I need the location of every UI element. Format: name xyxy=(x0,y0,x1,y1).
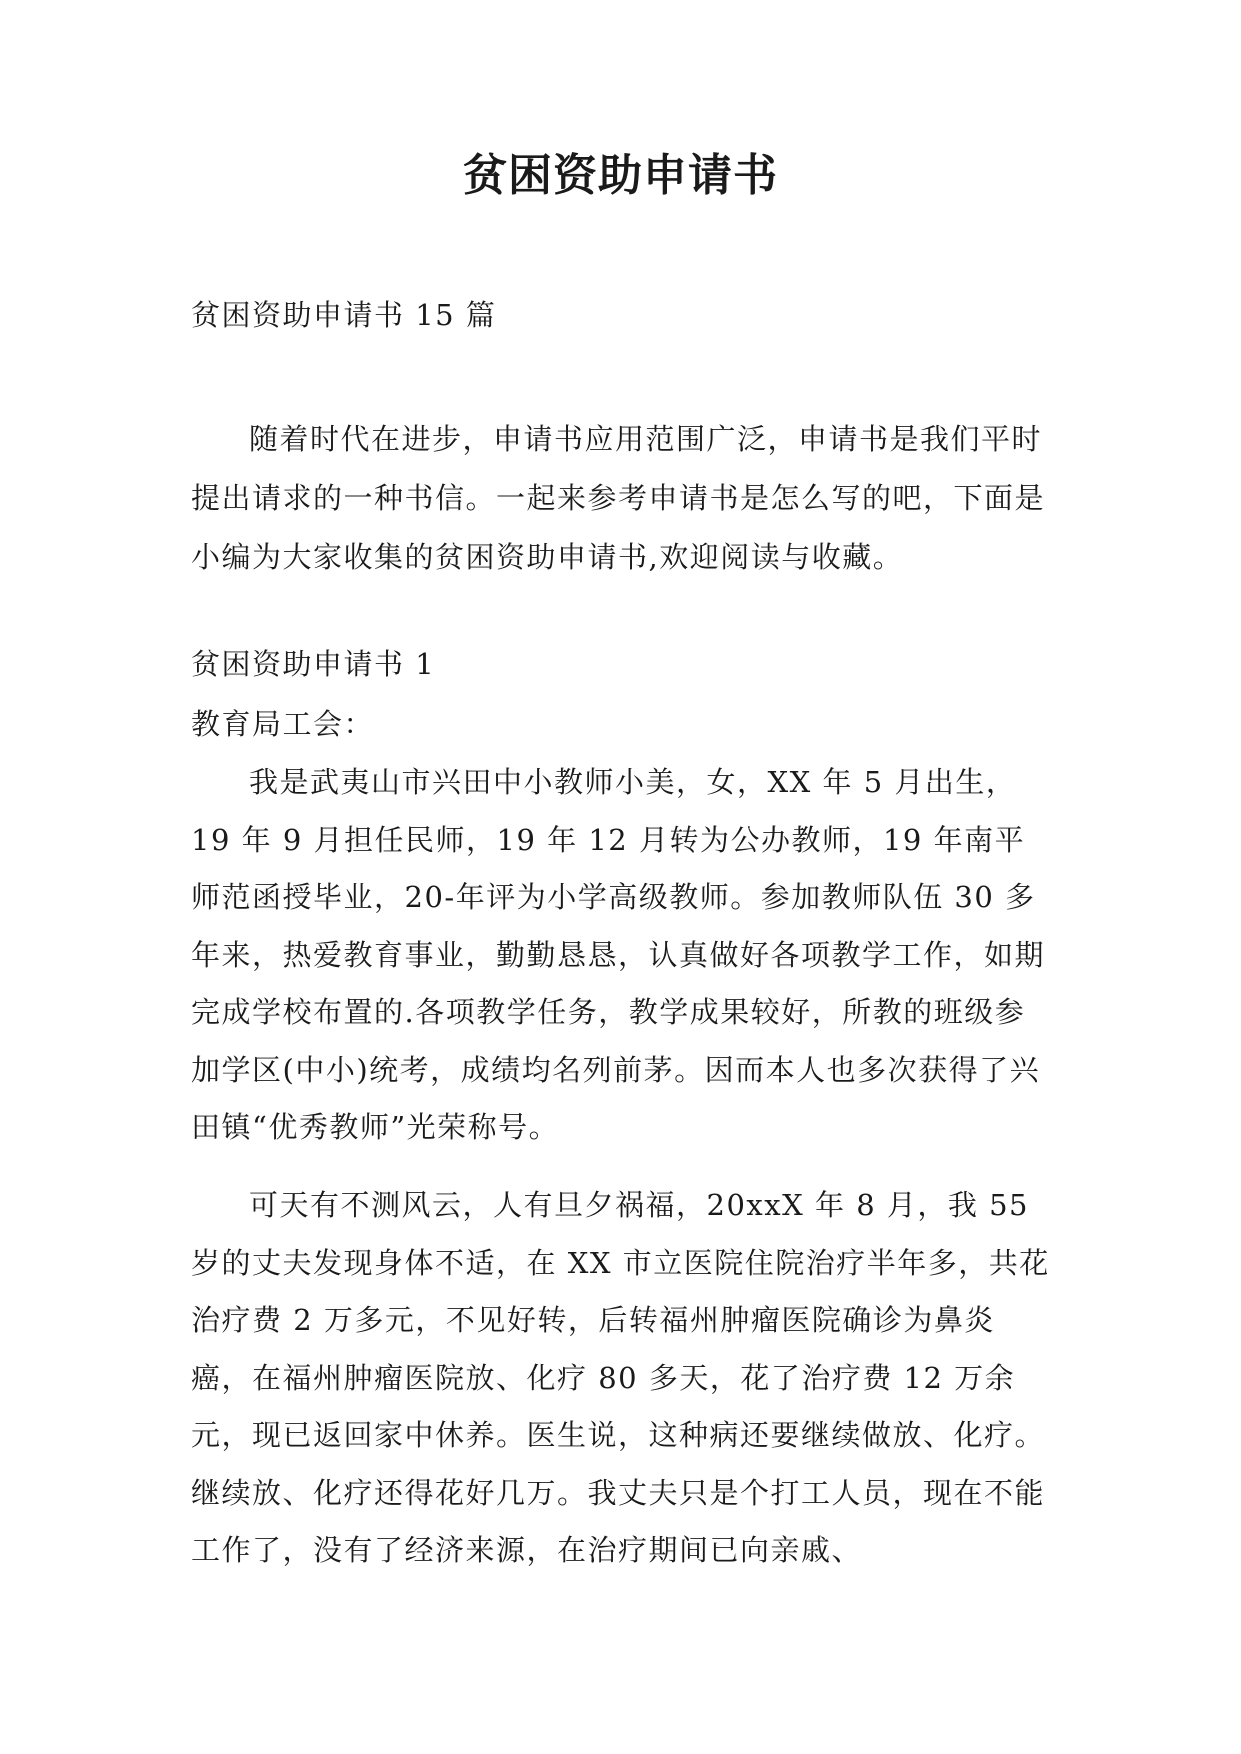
body-paragraph-2 xyxy=(191,1177,1051,1580)
section-title: 贫困资助申请书 1 xyxy=(191,647,436,681)
intro-text: 随着时代在进步，申请书应用范围广泛，申请书是我们平时提出请求的一种书信。一起来参考申请书是怎么写的吧，下面是小编为大家收集的贫困资助申请书,欢迎阅读与收藏。 xyxy=(191,422,1046,574)
page-title: 贫困资助申请书 xyxy=(463,150,778,201)
body-paragraph-text: 可天有不测风云，人有旦夕祸福，20xxX 年 8 月，我 55 岁的丈夫发现身体不适，在 XX 市立医院住院治疗半年多，共花治疗费 2 万多元，不见好转，后转福州肿瘤医院确诊为鼻炎癌，在福州肿瘤医院放、化疗 80 多天，花了治疗费 12 万余元，现已返回家中休养。医生说，这种病还要继续做放、化疗。继续放、化疗还得花好几万。我丈夫只是个打工人员，现在不能工作了，没有了经济来源，在治疗期间已向亲戚、 xyxy=(191,1188,1050,1567)
salutation: 教育局工会： xyxy=(191,707,375,741)
body-paragraph-text: 我是武夷山市兴田中小教师小美，女，XX 年 5 月出生，19 年 9 月担任民师，19 年 12 月转为公办教师，19 年南平师范函授毕业，20-年评为小学高级教师。参加教师队伍 30 多年来，热爱教育事业，勤勤恳恳，认真做好各项教学工作，如期完成学校布置的.各项教学任务，教学成果较好，所教的班级参加学区(中小)统考，成绩均名列前茅。因而本人也多次获得了兴田镇“优秀教师”光荣称号。 xyxy=(191,765,1046,1144)
document-subtitle: 贫困资助申请书 15 篇 xyxy=(191,298,497,332)
intro-paragraph xyxy=(191,410,1051,587)
body-paragraph-1 xyxy=(191,754,1051,1157)
